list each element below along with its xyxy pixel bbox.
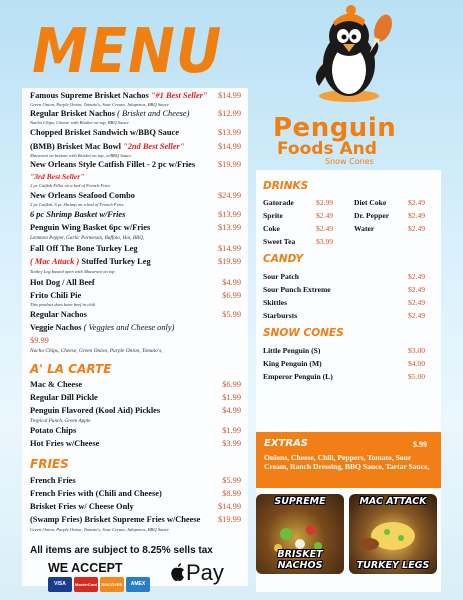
photo-caption-top: SUPREME — [274, 496, 326, 507]
menu-title: MENU — [32, 16, 223, 88]
menu-item: Frito Chili Pie — [30, 291, 82, 300]
drink-item: Coke — [263, 224, 280, 233]
item-name: Stuffed Turkey Leg — [79, 257, 151, 266]
item-price: $5.99 — [222, 310, 241, 319]
drink-price: $2.99 — [316, 198, 334, 207]
menu-item: Regular Nachos — [30, 310, 87, 319]
menu-item: New Orleans Seafood Combo — [30, 191, 135, 200]
item-desc: Macaroni on bottom with Brisket on top, w/BBQ Sauce — [30, 153, 132, 158]
item-price: $9.99 — [30, 336, 49, 345]
snow-cone-item: King Penguin (M) — [263, 359, 322, 368]
menu-item: (Swamp Fries) Brisket Supreme Fries w/Cheese — [30, 515, 201, 524]
extras-title: EXTRAS — [264, 438, 309, 449]
section-candy: CANDY — [263, 253, 304, 265]
candy-price: $2.49 — [408, 311, 426, 320]
drink-item: Gatorade — [263, 198, 294, 207]
best-seller-tag: "3rd Best Seller" — [30, 172, 85, 181]
item-price: $19.99 — [217, 160, 241, 169]
menu-item: Brisket Fries w/ Cheese Only — [30, 502, 134, 511]
item-price: $3.99 — [222, 439, 241, 448]
candy-item: Sour Punch Extreme — [263, 285, 331, 294]
drink-item: Diet Coke — [354, 198, 387, 207]
item-desc: 2 pc Catfish, 6 pc Shrimp on a bed of French Fries — [30, 202, 124, 207]
drink-item: Water — [354, 224, 375, 233]
item-desc: Nacho Chips, Cheese with Brisket on top, BBQ Sauce — [30, 120, 129, 125]
brisket-nachos-photo — [256, 494, 344, 574]
menu-item — [30, 323, 174, 332]
brand-name — [273, 113, 396, 166]
drink-price: $2.49 — [316, 211, 334, 220]
menu-item: Penguin Wing Basket 6pc w/Fries — [30, 223, 151, 232]
candy-price: $2.49 — [408, 272, 426, 281]
menu-item: French Fries — [30, 476, 76, 485]
candy-price: $2.49 — [408, 285, 426, 294]
section-a-la-carte: A' LA CARTE — [30, 362, 112, 376]
we-accept-label: WE ACCEPT — [48, 561, 123, 575]
item-name: Famous Supreme Brisket Nachos — [30, 91, 151, 100]
menu-item — [30, 109, 189, 118]
extras-box — [256, 432, 441, 488]
item-price: $14.99 — [217, 502, 241, 511]
item-desc: Lemmon Pepper, Garlic Parmesan, Buffalo, Hot, BBQ, — [30, 235, 145, 241]
menu-item — [30, 91, 208, 100]
drink-price: $2.49 — [408, 198, 426, 207]
menu-item: Hot Dog / All Beef — [30, 278, 95, 287]
item-price: $4.99 — [222, 406, 241, 415]
snow-cone-price: $3.00 — [408, 346, 426, 355]
mastercard-icon: MasterCard — [74, 577, 98, 592]
item-price: $8.99 — [222, 489, 241, 498]
best-seller-tag: "#1 Best Seller" — [150, 91, 208, 100]
item-note: ( Veggies and Cheese only) — [83, 323, 175, 332]
item-price: $13.99 — [217, 210, 241, 219]
item-note: ( Brisket and Cheese) — [117, 109, 190, 118]
tax-note: All items are subject to 8.25% sells tax — [30, 545, 213, 556]
snow-cone-item: Emperor Penguin (L) — [263, 372, 333, 381]
menu-item — [30, 257, 151, 266]
snow-cone-price: $5.00 — [408, 372, 426, 381]
candy-price: $2.49 — [408, 298, 426, 307]
menu-item: French Fries with (Chili and Cheese) — [30, 489, 162, 498]
item-price: $19.99 — [217, 257, 241, 266]
item-desc: Nacho Chips, Cheese, Green Onion, Purple Onion, Tomato's, — [30, 348, 163, 354]
extras-price: $.99 — [413, 440, 427, 449]
menu-item: Regular Dill Pickle — [30, 393, 98, 402]
drink-item: Sprite — [263, 211, 283, 220]
drink-item: Sweet Tea — [263, 237, 296, 246]
drink-price: $3.99 — [316, 237, 334, 246]
item-price: $5.99 — [222, 476, 241, 485]
item-price: $6.99 — [222, 380, 241, 389]
item-desc: 2 pc Catfish Fillet on a bed of French Fries — [30, 183, 111, 188]
drink-item: Dr. Pepper — [354, 211, 390, 220]
best-seller-tag: "2nd Best Seller" — [123, 142, 185, 151]
section-drinks: DRINKS — [263, 180, 309, 192]
item-price: $14.99 — [217, 244, 241, 253]
drink-price: $2.49 — [408, 224, 426, 233]
item-price: $6.99 — [222, 291, 241, 300]
item-price: $19.99 — [217, 515, 241, 524]
item-price: $12.99 — [217, 109, 241, 118]
item-name: Regular Brisket Nachos — [30, 109, 118, 118]
mac-attack-tag: ( Mac Attack ) — [30, 257, 80, 266]
section-fries: FRIES — [30, 457, 69, 471]
photo-caption-bottom: BRISKET NACHOS — [277, 549, 323, 571]
menu-item — [30, 142, 184, 151]
penguin-logo-icon — [305, 4, 397, 104]
brand-line1: Penguin — [273, 113, 397, 143]
extras-desc: Onions, Cheese, Chili, Peppers, Tomato, Sour Cream, Ranch Dressing, BBQ Sauce, Tartar Sauce, — [264, 453, 430, 472]
menu-item: 6 pc Shrimp Basket w/Fries — [30, 210, 126, 219]
item-price: $14.99 — [217, 142, 241, 151]
pay-label: Pay — [186, 560, 224, 585]
apple-icon — [170, 562, 186, 582]
menu-item: Chopped Brisket Sandwich w/BBQ Sauce — [30, 128, 179, 137]
drink-price: $2.49 — [408, 211, 426, 220]
menu-item: Hot Fries w/Cheese — [30, 439, 100, 448]
menu-item: Fall Off The Bone Turkey Leg — [30, 244, 138, 253]
snow-cone-price: $4.00 — [408, 359, 426, 368]
menu-item: Penguin Flavored (Kool Aid) Pickles — [30, 406, 161, 415]
item-desc: Green Onion, Purple Onion, Tomato's, Sour Cream, Jalapenos, BBQ Sauce — [30, 102, 169, 107]
menu-item: Mac & Cheese — [30, 380, 83, 389]
discover-icon: DISCOVER — [100, 577, 124, 592]
menu-item: New Orleans Style Catfish Fillet - 2 pc w/Fries — [30, 160, 196, 169]
item-desc: Tropical Punch, Green Apple — [30, 418, 91, 424]
menu-item: Potato Chips — [30, 426, 77, 435]
item-price: $13.99 — [217, 128, 241, 137]
brand-line3: Snow Cones — [325, 157, 374, 166]
item-desc: This product does have beef in chili — [30, 302, 96, 307]
item-price: $1.99 — [222, 426, 241, 435]
snow-cone-item: Little Penguin (S) — [263, 346, 321, 355]
amex-icon: AMEX — [126, 577, 150, 592]
candy-item: Starbursts — [263, 311, 298, 320]
candy-item: Sour Patch — [263, 272, 299, 281]
item-price: $14.99 — [217, 91, 241, 100]
apple-pay — [170, 560, 224, 586]
section-snow-cones: SNOW CONES — [263, 327, 344, 339]
item-desc: Green Onion, Purple Onion, Tomato's, Sour Cream, Jalapenos, BBQ Sauce — [30, 527, 169, 532]
turkey-legs-photo — [349, 494, 437, 574]
item-name: Veggie Nachos — [30, 323, 84, 332]
item-price: $24.99 — [217, 191, 241, 200]
drink-price: $2.49 — [316, 224, 334, 233]
photo-caption-top: MAC ATTACK — [359, 496, 427, 507]
visa-icon: VISA — [48, 577, 72, 592]
item-price: $13.99 — [217, 223, 241, 232]
item-price: $4.99 — [222, 278, 241, 287]
item-price: $1.99 — [222, 393, 241, 402]
item-name: (BMB) Brisket Mac Bowl — [30, 142, 124, 151]
item-desc: Turkey Leg busted open with Macaroni on top — [30, 269, 115, 274]
photo-caption-bottom: TURKEY LEGS — [356, 560, 430, 571]
brand-line2: Foods And — [277, 139, 377, 159]
candy-item: Skittles — [263, 298, 288, 307]
